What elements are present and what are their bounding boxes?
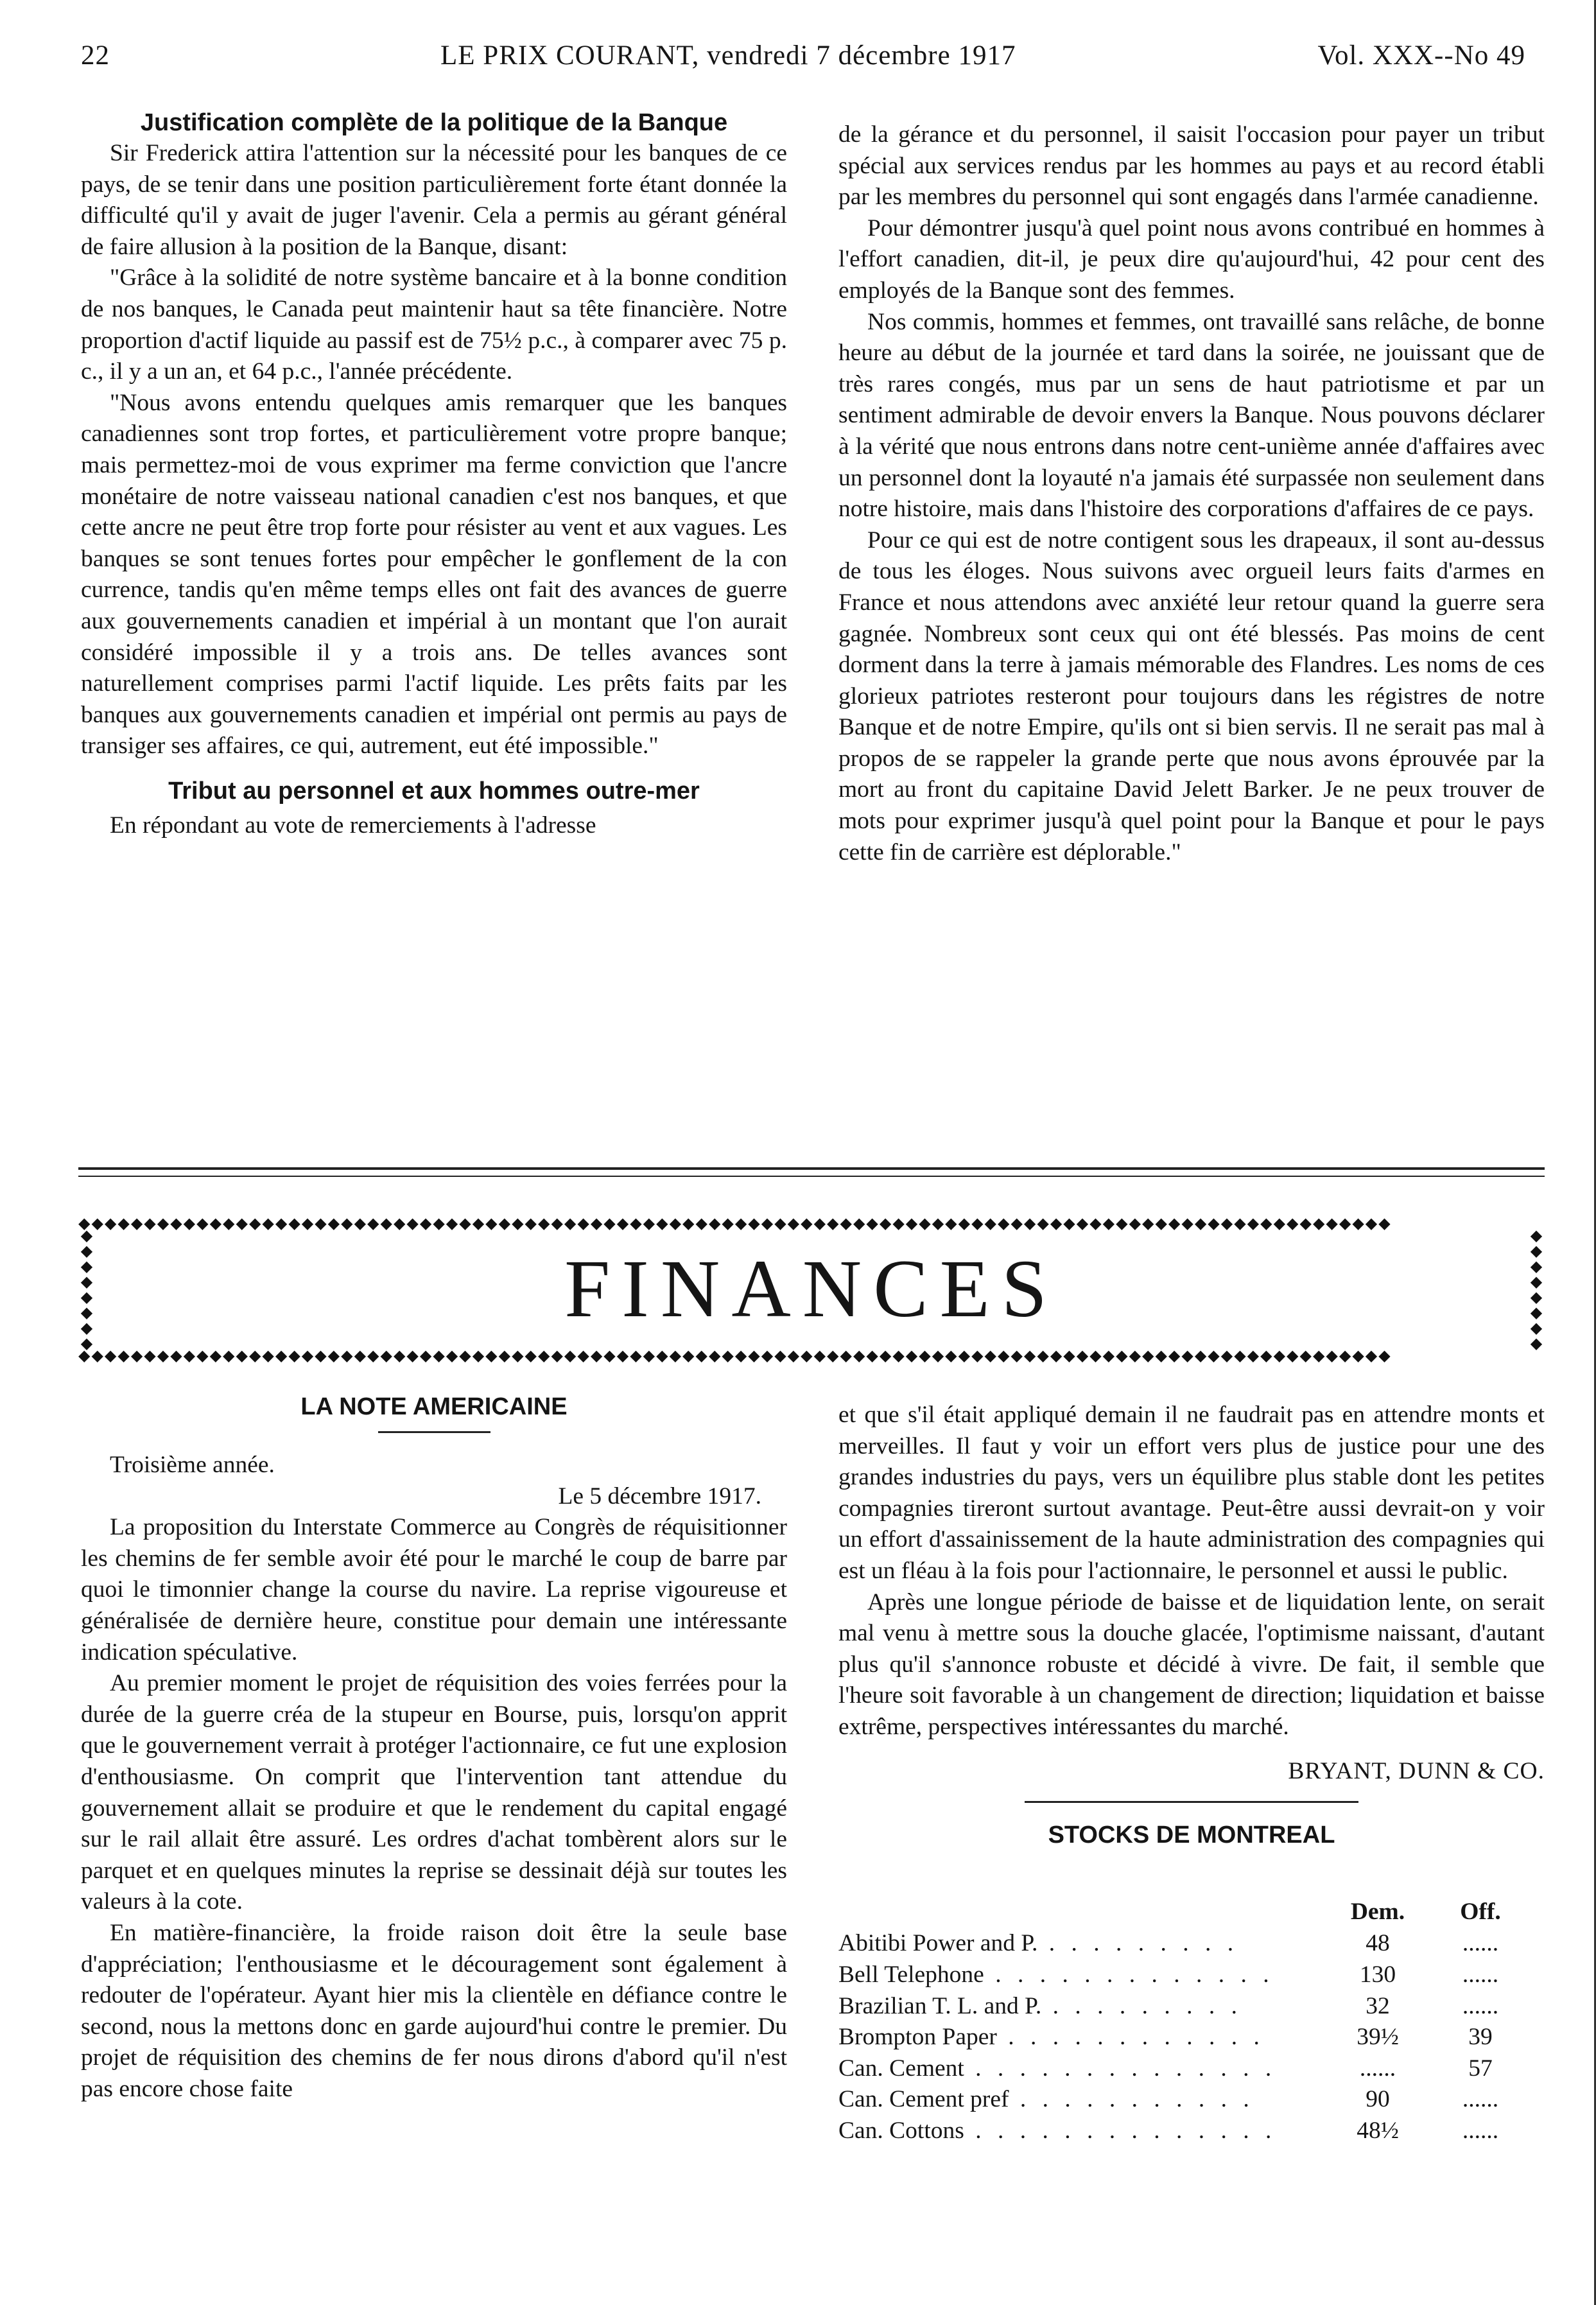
stock-name-cell	[838, 2084, 1339, 2116]
dem-value: 32	[1366, 1992, 1390, 2019]
table-row	[838, 2022, 1545, 2053]
ornament-border: ◆ ◆ ◆ ◆ ◆ ◆ ◆ ◆	[80, 1228, 93, 1352]
column-header-off: Off.	[1460, 1898, 1501, 1925]
dem-value: ......	[1359, 2055, 1396, 2082]
dem-value: 48	[1366, 1930, 1390, 1957]
dot-leader: . . . . . . . . .	[1041, 1992, 1243, 2019]
bottom-left-column	[81, 1392, 787, 2105]
ornament-border: ◆◆◆◆◆◆◆◆◆◆◆◆◆◆◆◆◆◆◆◆◆◆◆◆◆◆◆◆◆◆◆◆◆◆◆◆◆◆◆◆◆◆◆◆◆◆◆◆◆◆◆◆◆◆◆◆◆◆◆◆◆◆◆◆◆◆◆◆◆◆◆◆◆◆◆◆◆◆◆◆◆◆◆◆◆◆◆◆◆◆◆◆◆◆◆◆◆◆◆◆	[78, 1215, 1392, 1232]
stock-name-cell	[838, 2022, 1339, 2053]
off-value: ......	[1462, 1992, 1499, 2019]
column-header-dem: Dem.	[1350, 1898, 1405, 1925]
off-value: ......	[1462, 1961, 1499, 1988]
dot-leader: . . . . . . . . . . .	[1009, 2086, 1254, 2113]
divider-rule	[78, 1176, 1545, 1177]
divider-rule	[78, 1167, 1545, 1170]
stock-name-cell	[838, 1928, 1339, 1960]
page-number: 22	[81, 40, 110, 71]
stock-name-cell	[838, 2053, 1339, 2085]
table-row	[838, 1991, 1545, 2022]
stock-name: Can. Cottons	[838, 2117, 964, 2144]
paragraph: Après une longue période de baisse et de liquidation lente, on serait mal venu à mettre sous la douche glacée, l'optimisme naissant, d'autant plus qu'il s'annonce robuste et décidé à vivre. De fait, il semble que l'heure soit favorable à un changement de direction; liquidation et baisse extrême, perspectives intéressantes du marché.	[838, 1588, 1545, 1740]
short-rule	[378, 1431, 490, 1433]
dem-value: 48½	[1357, 2117, 1399, 2144]
signature: BRYANT, DUNN & CO.	[1288, 1757, 1545, 1784]
paragraph: de la gérance et du personnel, il saisit l'occasion pour payer un tribut spécial aux services rendus par les hommes au pays et au record établi par les membres du personnel qui sont engagés dans l'armée canadienne.	[838, 121, 1545, 211]
stock-name: Abitibi Power and P.	[838, 1930, 1038, 1957]
stock-name-cell	[838, 1991, 1339, 2022]
short-rule	[1025, 1801, 1358, 1803]
paragraph: Nos commis, hommes et femmes, ont travaillé sans relâche, de bonne heure au début de la journée et tard dans la soirée, ne jouissant que de très rares congés, mus par un sens de haut patriotisme et par un sentiment admirable de devoir envers la Banque. Nous pouvons déclarer à la vérité que nous entrons dans notre cent-unième année d'affaires avec un personnel dont la loyauté n'a jamais été surpassée non seulement dans notre histoire, mais dans l'histoire des corporations d'affaires de ce pays.	[838, 308, 1545, 523]
article-date: Le 5 décembre 1917.	[558, 1483, 761, 1509]
finances-banner	[78, 1215, 1545, 1364]
top-right-column	[838, 119, 1545, 868]
section-title: FINANCES	[564, 1243, 1059, 1334]
stocks-title: STOCKS DE MONTREAL	[1048, 1822, 1335, 1849]
paragraph: et que s'il était appliqué demain il ne faudrait pas en attendre monts et merveilles. Il faut y voir un effort vers plus de justice pour une des grandes industries du pays, vers un équilibre plus stable dont les petites compagnies tireront surtout avantage. Peut-être aussi devrait-on y voir un effort d'assainissement de la haute administration des compagnies qui est un fléau à la fois pour l'actionnaire, le personnel et aussi le public.	[838, 1402, 1545, 1584]
table-row	[838, 2116, 1545, 2147]
table-header-row	[838, 1896, 1545, 1929]
ornament-border: ◆ ◆ ◆ ◆ ◆ ◆ ◆ ◆	[1530, 1228, 1543, 1352]
ornament-border: ◆◆◆◆◆◆◆◆◆◆◆◆◆◆◆◆◆◆◆◆◆◆◆◆◆◆◆◆◆◆◆◆◆◆◆◆◆◆◆◆◆◆◆◆◆◆◆◆◆◆◆◆◆◆◆◆◆◆◆◆◆◆◆◆◆◆◆◆◆◆◆◆◆◆◆◆◆◆◆◆◆◆◆◆◆◆◆◆◆◆◆◆◆◆◆◆◆◆◆◆	[78, 1348, 1392, 1364]
stock-name-cell	[838, 2116, 1339, 2147]
off-value: 39	[1468, 2024, 1493, 2051]
dot-leader: . . . . . . . . . . . . .	[984, 1961, 1274, 1988]
off-value: 57	[1468, 2055, 1493, 2082]
bottom-right-column	[838, 1400, 1545, 2146]
top-left-column	[81, 108, 787, 841]
dem-value: 90	[1366, 2086, 1390, 2113]
publication-title: LE PRIX COURANT, vendredi 7 décembre 1917	[440, 40, 1016, 71]
dot-leader: . . . . . . . . . . . . . .	[964, 2117, 1277, 2144]
running-head	[81, 40, 1525, 85]
column-header-name	[838, 1896, 1339, 1929]
year-line: Troisième année.	[110, 1452, 275, 1478]
section-heading: Justification complète de la politique de la Banque	[140, 109, 728, 136]
volume-number: Vol. XXX--No 49	[1317, 40, 1525, 71]
stock-name: Bell Telephone	[838, 1961, 984, 1988]
paragraph: "Grâce à la solidité de notre système bancaire et à la bonne condition de nos banques, le Canada peut maintenir haut sa tête financière. Notre proportion d'actif liquide au passif est de 75½ p.c., à comparer avec 75 p. c., il y a un an, et 64 p.c., l'année précédente.	[81, 265, 787, 385]
paragraph: La proposition du Interstate Commerce au Congrès de réquisitionner les chemins de fer semble avoir été pour le marché le coup de barre par quoi le timonnier change la course du navire. La reprise vigoureuse et généralisée de dernière heure, constitue pour demain une intéressante indication spéculative.	[81, 1514, 787, 1666]
stock-name-cell	[838, 1960, 1339, 1991]
off-value: ......	[1462, 2117, 1499, 2144]
dot-leader: . . . . . . . . .	[1037, 1930, 1239, 1957]
stock-name: Can. Cement	[838, 2055, 964, 2082]
paragraph: Sir Frederick attira l'attention sur la nécessité pour les banques de ce pays, de se tenir dans une position particulièrement forte étant donnée la difficulté qu'il y avait de juger l'avenir. Cela a permis au gérant général de faire allusion à la position de la Banque, disant:	[81, 140, 787, 260]
article-heading: LA NOTE AMERICAINE	[300, 1393, 568, 1420]
paragraph: "Nous avons entendu quelques amis remarquer que les banques canadiennes sont trop fortes, et particulièrement votre propre banque; mais permettez-moi de vous exprimer ma ferme conviction que l'ancre monétaire de notre vaisseau national canadien c'est nos banques, et que cette ancre ne peut être trop forte pour résister au vent et aux vagues. Les banques se sont tenues fortes pour empêcher le gonflement de la con currence, tandis qu'en même temps elles ont fait des avances de guerre aux gouvernements canadien et impérial à un montant que l'on aurait considéré impossible il y a trois ans. De telles avances sont naturellement comprises parmi l'actif liquide. Les prêts faits par les banques aux gouvernements canadien et impérial ont permis au pays de transiger ses affaires, ce qui, autrement, eut été impossible."	[81, 389, 787, 760]
paragraph: Pour démontrer jusqu'à quel point nous avons contribué en hommes à l'effort canadien, dit-il, je peux dire qu'aujourd'hui, 42 pour cent des employés de la Banque sont des femmes.	[838, 214, 1545, 304]
dem-value: 39½	[1357, 2024, 1399, 2051]
dot-leader: . . . . . . . . . . . .	[996, 2024, 1265, 2051]
table-row	[838, 2053, 1545, 2085]
paragraph: Au premier moment le projet de réquisition des voies ferrées pour la durée de la guerre créa de la stupeur en Bourse, puis, lorsqu'on apprit que le gouvernement verrait à protéger l'actionnaire, ce fut une explosion d'enthousiasme. On comprit que l'intervention tant attendue du gouvernement allait se produire et que le rendement du capital engagé sur le rail allait être assuré. Les ordres d'achat tombèrent alors sur le parquet et en quelques minutes la reprise se dessinait déjà sur toutes les valeurs à la cote.	[81, 1670, 787, 1915]
stocks-table	[838, 1896, 1545, 2147]
off-value: ......	[1462, 2086, 1499, 2113]
paragraph: En répondant au vote de remerciements à l'adresse	[110, 812, 596, 839]
paragraph: En matière-financière, la froide raison doit être la seule base d'appréciation; l'enthousiasme et le découragement sont également à redouter de l'opérateur. Ayant hier mis la clientèle en défiance contre le second, nous la mettons donc en garde aujourd'hui contre le premier. Du projet de réquisition des chemins de fer nous dirons d'abord qu'il n'est pas encore chose faite	[81, 1919, 787, 2102]
table-row	[838, 1960, 1545, 1991]
stock-name: Brazilian T. L. and P.	[838, 1992, 1042, 2019]
stock-name: Brompton Paper	[838, 2024, 997, 2051]
table-row	[838, 2084, 1545, 2116]
stock-name: Can. Cement pref	[838, 2086, 1009, 2113]
dem-value: 130	[1359, 1961, 1396, 1988]
off-value: ......	[1462, 1930, 1499, 1957]
subheading: Tribut au personnel et aux hommes outre-mer	[168, 777, 700, 805]
table-row	[838, 1928, 1545, 1960]
paragraph: Pour ce qui est de notre contigent sous les drapeaux, il sont au-dessus de tous les éloges. Nous suivons avec orgueil leurs faits d'armes en France et nous attendons avec anxiété leur retour quand la guerre sera gagnée. Nombreux sont ceux qui ont été blessés. Pas moins de cent dorment dans la terre à jamais mémorable des Flandres. Les noms de ces glorieux patriotes resteront pour toujours dans les régistres de notre Banque et de notre Empire, qu'ils ont si bien servis. Il ne serait pas mal à propos de se rappeler la grande perte que nous avons éprouvée par la mort au front du capitaine David Jelett Barker. Je ne peux trouver de mots pour exprimer jusqu'à quel point pour la Banque et pour le pays cette fin de carrière est déplorable."	[838, 526, 1545, 865]
dot-leader: . . . . . . . . . . . . . .	[964, 2055, 1277, 2082]
